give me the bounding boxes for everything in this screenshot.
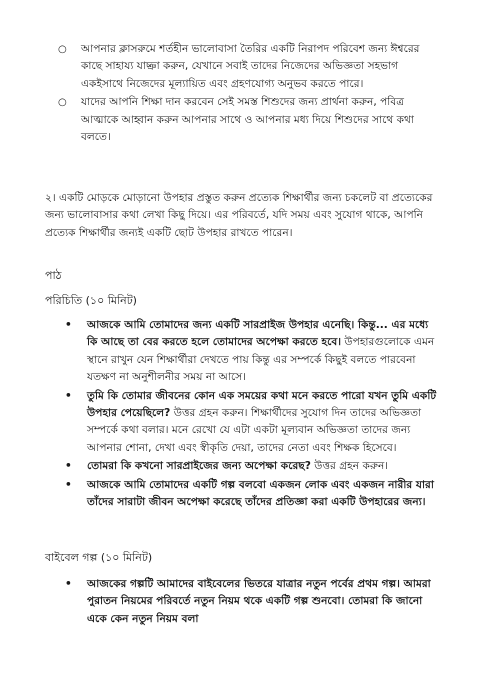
- bullet-dot-icon: •: [65, 319, 72, 331]
- hollow-circle-bullet-icon: ○: [58, 97, 67, 109]
- hollow-circle-bullet-icon: ○: [58, 44, 67, 55]
- list-item-bold-text: আজকে আমি তোমাদের জন্য একটি সারপ্রাইজ উপহার এনেছি। কিন্তু... এর মধ্যে কি আছে তা বের করতে হলে তোমাদের অপেক্ষা করতে হবে।: [87, 319, 429, 349]
- story-bullet-list: [60, 576, 440, 629]
- list-item-text: যাদের আপনি শিক্ষা দান করবেন সেই সমস্ত শিশুদের জন্য প্রার্থনা করুন, পবিত্র আত্মাকে আহ্বান করুন আপনার সাথে ও আপনার মধ্য দিয়ে শিশুদের সাথে কথা বলতে।: [81, 96, 414, 144]
- list-item-bold-text: আজকে আমি তোমাদের একটি গল্প বলবো একজন লোক এবং একজন নারীর যারা তাঁদের সারাটা জীবন অপেক্ষা করেছে তাঁদের প্রতিজ্ঞা করা একটি উপহারের জন্য।: [87, 478, 434, 509]
- list-item-text: উত্তর গ্রহন করুন।: [310, 460, 389, 473]
- list-item: [60, 477, 440, 512]
- bullet-dot-icon: •: [65, 460, 72, 473]
- numbered-paragraph: ২। একটি মোড়কে মোড়ানো উপহার প্রস্তুত করুন প্রত্যেক শিক্ষার্থীর জন্য চকলেট বা প্রত্যেকের জন্য ভালোবাসার কথা লেখা কিছু দিয়ে। এর পরিবর্তে, যদি সময় এবং সুযোগ থাকে, আপনি প্রত্যেক শিক্ষার্থীর জন্যই একটি ছোট উপহার রাখতে পারেন।: [45, 192, 433, 239]
- list-item-text: আপনার ক্লাসরুমে শর্তহীন ভালোবাসা তৈরির একটি নিরাপদ পরিবেশ জন্য ঈশ্বরের কাছে সাহায্য যাচ্ঞা করুন, যেখানে সবাই তাদের নিজেদের অভিজ্ঞতা সহভাগ একইসাথে নিজেদের মূল্যায়িত এবং গ্রহণযোগ্য অনুভব করতে পারে।: [81, 43, 420, 90]
- list-item: [58, 94, 430, 146]
- list-item: [60, 388, 440, 458]
- bullet-dot-icon: •: [65, 478, 72, 491]
- bullet-dot-icon: •: [65, 389, 72, 402]
- bullet-dot-icon: •: [65, 578, 72, 590]
- list-item-bold-text: তোমরা কি কখনো সারপ্রাইজের জন্য অপেক্ষা করেছ?: [87, 460, 311, 473]
- list-item: [58, 41, 430, 93]
- list-item: [60, 458, 440, 475]
- section-heading-bible-story: বাইবেল গল্প (১০ মিনিট): [45, 551, 153, 564]
- sub-bullet-list: [58, 41, 430, 147]
- section-heading-intro: পরিচিতি (১০ মিনিট): [45, 294, 137, 307]
- list-item: [60, 317, 440, 387]
- list-item: [60, 576, 440, 628]
- list-item-bold-text: আজকের গল্পটি আমাদের বাইবেলের ভিতরে যাত্রার নতুন পর্বের প্রথম গল্প। আমরা পুরাতন নিয়মের পরিবর্তে নতুন নিয়ম থকে একটি গল্প শুনবো। তোমরা কি জানো একে কেন নতুন নিয়ম বলা: [87, 578, 431, 625]
- section-heading-lesson: পাঠ: [45, 269, 62, 282]
- list-item-text: উত্তর গ্রহন করুন। শিক্ষার্থীদের সুযোগ দিন তাদের অভিজ্ঞতা সম্পর্কে কথা বলার। মনে রেখো যে এটা একটা মূল্যবান অভিজ্ঞতা তাদের জন্য আপনার শোনা, দেখা এবং স্বীকৃতি দেয়া, তাদের নেতা এবং শিক্ষক হিসেবে।: [87, 407, 422, 454]
- list-item-bold-text: তুমি কি তোমার জীবনের কোন এক সময়ের কথা মনে করতে পারো যখন তুমি একটি উপহার পেয়েছিলে?: [87, 389, 437, 420]
- list-item-text: উপহারগুলোকে এমন স্থানে রাখুন যেন শিক্ষার্থীরা দেখতে পায় কিন্তু এর সম্পর্কে কিছুই বলতে পারবেনা যতক্ষণ না অনুশীলনীর সময় না আসে।: [87, 336, 435, 384]
- intro-bullet-list: [60, 317, 440, 512]
